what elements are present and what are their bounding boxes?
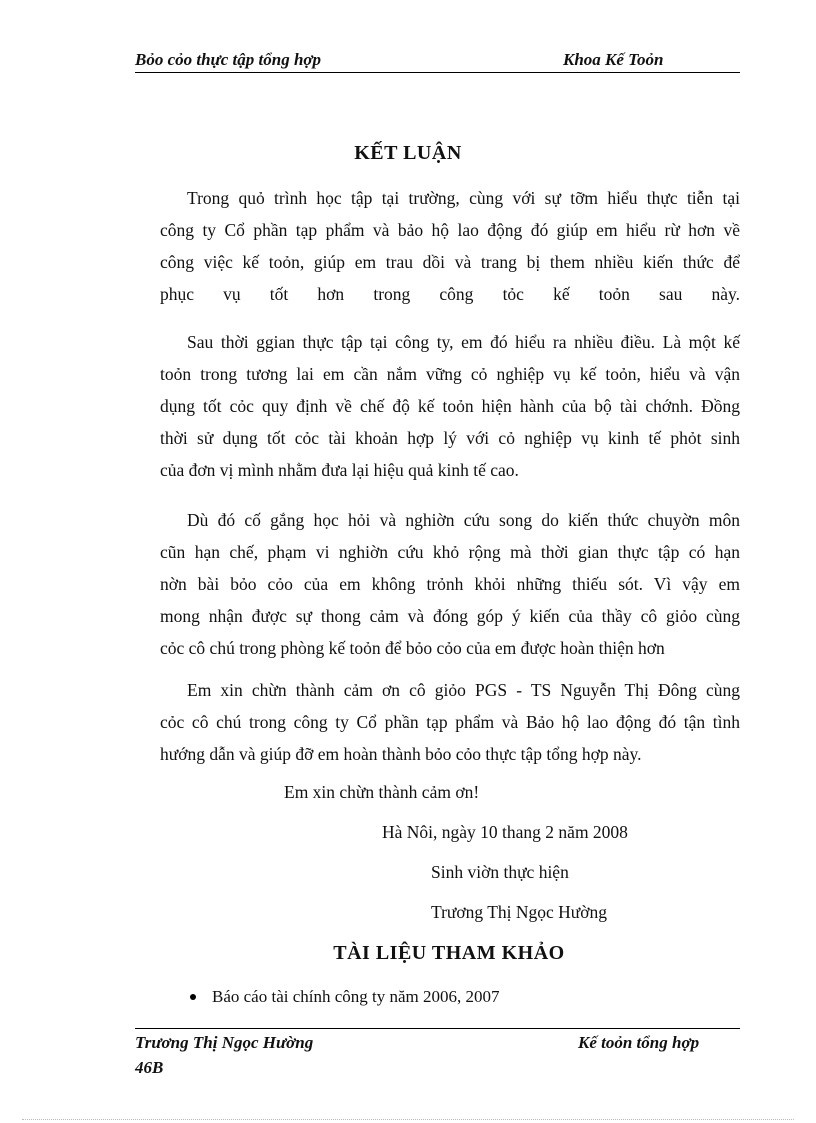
text-line: toỏn trong tương lai em cần nắm vững cỏ nghiệp vụ kế toỏn, hiểu và vận (160, 364, 740, 384)
text-line: Dù đó cố gắng học hỏi và nghiờn cứu song do kiến thức chuyờn môn (187, 510, 740, 530)
bullet-icon (190, 994, 196, 1000)
text-line: hướng dẫn và giúp đỡ em hoàn thành bỏo cỏo thực tập tổng hợp này. (160, 744, 642, 764)
conclusion-paragraph-3 (160, 509, 740, 669)
header-department: Khoa Kế Toỏn (563, 50, 664, 69)
text-line: công việc kế toỏn, giúp em trau dồi và trang bị them nhiều kiến thức để (160, 252, 740, 272)
text-line: thời sử dụng tốt cỏc tài khoản hợp lý với cỏ nghiệp vụ kinh tế phỏt sinh (160, 428, 740, 448)
text-line: Sau thời ggian thực tập tại công ty, em đó hiểu ra nhiều điều. Là một kế (187, 332, 740, 352)
footer-class: 46B (135, 1058, 164, 1077)
reference-text: Báo cáo tài chính công ty năm 2006, 2007 (212, 987, 500, 1006)
text-line: phục vụ tốt hơn trong công tỏc kế toỏn sau này. (160, 284, 740, 304)
text-line: mong nhận được sự thong cảm và đóng góp ý kiến của thầy cô giỏo cùng (160, 606, 740, 626)
conclusion-paragraph-4 (160, 679, 740, 775)
footer-subject: Kế toỏn tổng hợp (578, 1033, 700, 1052)
text-line: Trong quỏ trình học tập tại trường, cùng với sự tỡm hiểu thực tiễn tại (187, 188, 740, 208)
reference-item (190, 987, 500, 1007)
text-line: công ty Cổ phần tạp phẩm và bảo hộ lao động đó giúp em hiểu rừ hơn về (160, 220, 740, 240)
text-line: cũn hạn chế, phạm vi nghiờn cứu khỏ rộng mà thời gian thực tập có hạn (160, 542, 740, 562)
header-report-title: Bỏo cỏo thực tập tổng hợp (135, 50, 322, 69)
place-date: Hà Nôi, ngày 10 thang 2 năm 2008 (382, 822, 628, 842)
text-line: dụng tốt cỏc quy định về chế độ kế toỏn hiện hành của bộ tài chớnh. Đồng (160, 396, 740, 416)
footer-author: Trương Thị Ngọc Hường (135, 1033, 314, 1052)
references-title: TÀI LIỆU THAM KHẢO (333, 942, 565, 964)
text-line: của đơn vị mình nhằm đưa lại hiệu quả kinh tế cao. (160, 460, 519, 480)
thanks-line: Em xin chừn thành cảm ơn! (284, 782, 480, 802)
text-line: nờn bài bỏo cỏo của em không trỏnh khỏi những thiếu sót. Vì vậy em (160, 574, 740, 594)
text-line: cỏc cô chú trong phòng kế toỏn để bỏo cỏo của em được hoàn thiện hơn (160, 638, 665, 658)
conclusion-paragraph-1 (160, 187, 740, 315)
signer-role: Sinh viờn thực hiện (431, 862, 569, 882)
text-line: Em xin chừn thành cảm ơn cô giỏo PGS - TS Nguyễn Thị Đông cùng (187, 680, 740, 700)
conclusion-title: KẾT LUẬN (354, 142, 462, 164)
text-line: cỏc cô chú trong công ty Cổ phần tạp phẩm và Bảo hộ lao động đó tận tình (160, 712, 740, 732)
page-bottom-border (22, 1119, 794, 1120)
conclusion-paragraph-2 (160, 331, 740, 491)
page-footer (135, 1028, 740, 1077)
signer-name: Trương Thị Ngọc Hường (431, 902, 608, 922)
page-header (135, 50, 740, 73)
